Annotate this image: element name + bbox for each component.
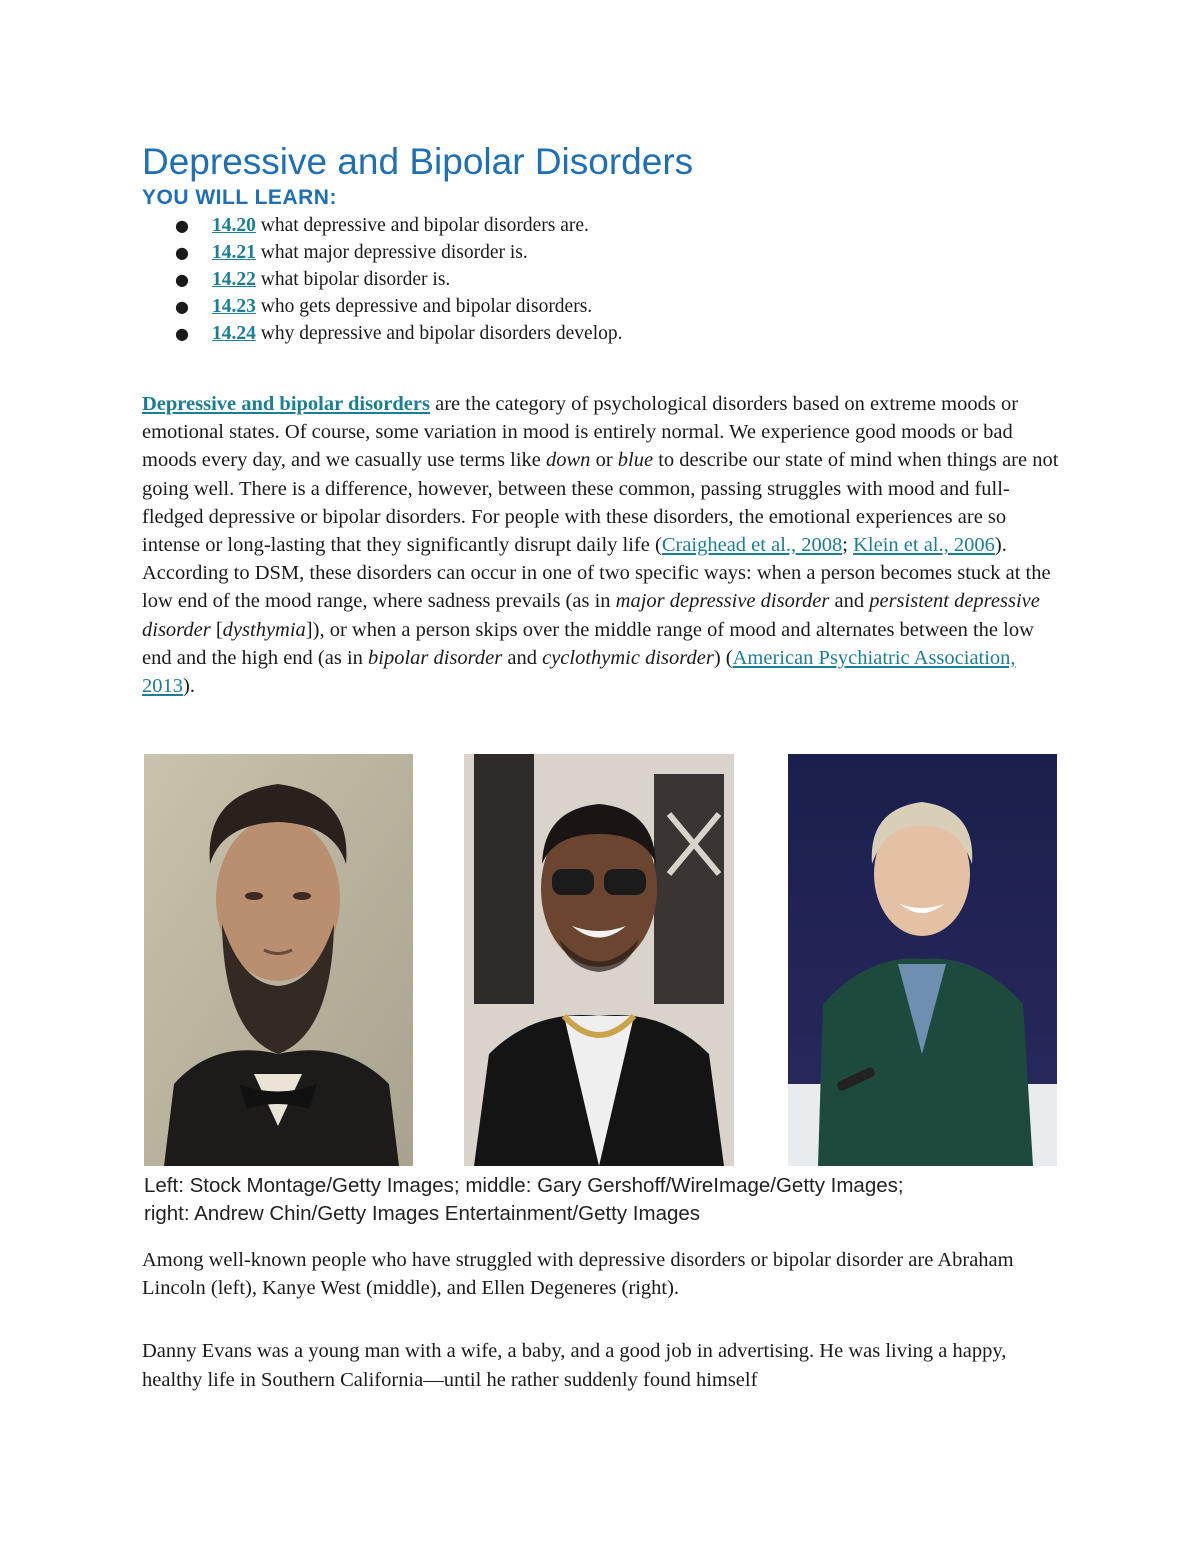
photo-right — [788, 754, 1057, 1166]
emphasis-text: dysthymia — [222, 618, 306, 641]
photo-credits-line: right: Andrew Chin/Getty Images Entertainment/Getty Images — [144, 1202, 701, 1225]
intro-paragraph — [142, 390, 1062, 700]
paragraph-text: ; — [842, 534, 854, 557]
objective-text: why depressive and bipolar disorders develop. — [255, 323, 623, 344]
emphasis-text: down — [546, 449, 591, 472]
case-study-paragraph: Danny Evans was a young man with a wife, a baby, and a good job in advertising. He was living a happy, healthy life in Southern California—until he rather suddenly found himself — [142, 1340, 1007, 1391]
photo-middle — [464, 754, 734, 1166]
glossary-term-link[interactable]: Depressive and bipolar disorders — [142, 393, 430, 415]
objective-link[interactable]: 14.20 — [212, 215, 256, 236]
emphasis-text: bipolar disorder — [368, 646, 503, 669]
paragraph-text: [ — [210, 618, 223, 641]
paragraph-text: ). — [183, 675, 195, 698]
paragraph-text: and — [829, 590, 870, 613]
citation-link[interactable]: Klein et al., 2006 — [853, 534, 995, 557]
objective-link[interactable]: 14.23 — [212, 296, 256, 317]
emphasis-text: cyclothymic disorder — [542, 646, 714, 669]
objective-link[interactable]: 14.21 — [212, 242, 256, 263]
citation-link[interactable]: Craighead et al., 2008 — [661, 534, 843, 557]
list-item — [142, 212, 1062, 239]
objective-link[interactable]: 14.24 — [212, 323, 256, 344]
paragraph-text: ]), or when a person skips over the middle range of mood and alternates between the low end and the high end (as in — [142, 618, 1034, 669]
section-title: Depressive and Bipolar Disorders — [142, 141, 694, 182]
bullet-icon: ● — [175, 216, 189, 235]
photo-credits-line: Left: Stock Montage/Getty Images; middle: Gary Gershoff/WireImage/Getty Images; — [144, 1174, 904, 1197]
objective-text: what major depressive disorder is. — [255, 242, 528, 263]
paragraph-text: are the category of psychological disorders based on extreme moods or emotional states. Of course, some variation in mood is entirely normal. We experience good moods or bad moods every day, and we casually use terms like — [142, 393, 1019, 472]
paragraph-text: to describe our state of mind when things are not going well. There is a difference, however, between these common, passing struggles with mood and full-fledged depressive or bipolar disorders. For people with these disorders, the emotional experiences are so intense or long-lasting that they significantly disrupt daily life ( — [142, 449, 1059, 557]
learning-objectives-heading: YOU WILL LEARN: — [142, 186, 337, 209]
list-item — [142, 266, 1062, 293]
bullet-icon: ● — [175, 243, 189, 262]
citation-link[interactable]: American Psychiatric Association, 2013 — [142, 646, 1016, 698]
bullet-icon: ● — [175, 324, 189, 343]
paragraph-text: ). According to DSM, these disorders can occur in one of two specific ways: when a person becomes stuck at the low end of the mood range, where sadness prevails (as in — [142, 534, 1051, 613]
photo-credits — [144, 1172, 1044, 1228]
emphasis-text: major depressive disorder — [615, 590, 830, 613]
body-text — [142, 1246, 1062, 1394]
paragraph-text: and — [502, 646, 543, 669]
paragraph-text: or — [590, 449, 618, 472]
objective-text: who gets depressive and bipolar disorders. — [255, 296, 593, 317]
emphasis-text: blue — [617, 449, 654, 472]
photo-left — [144, 754, 413, 1166]
bullet-icon: ● — [175, 270, 189, 289]
bullet-icon: ● — [175, 297, 189, 316]
list-item — [142, 320, 1062, 347]
paragraph-text: ) ( — [713, 646, 733, 669]
photo-caption-paragraph: Among well-known people who have struggled with depressive disorders or bipolar disorder are Abraham Lincoln (left), Kanye West (middle), and Ellen Degeneres (right). — [142, 1249, 1014, 1300]
main-content — [142, 140, 1062, 700]
learning-objectives-list — [142, 212, 1062, 347]
emphasis-text: persistent depressive disorder — [142, 590, 1040, 641]
list-item — [142, 239, 1062, 266]
objective-text: what bipolar disorder is. — [255, 269, 451, 290]
list-item — [142, 293, 1062, 320]
objective-text: what depressive and bipolar disorders are. — [255, 215, 589, 236]
objective-link[interactable]: 14.22 — [212, 269, 256, 290]
